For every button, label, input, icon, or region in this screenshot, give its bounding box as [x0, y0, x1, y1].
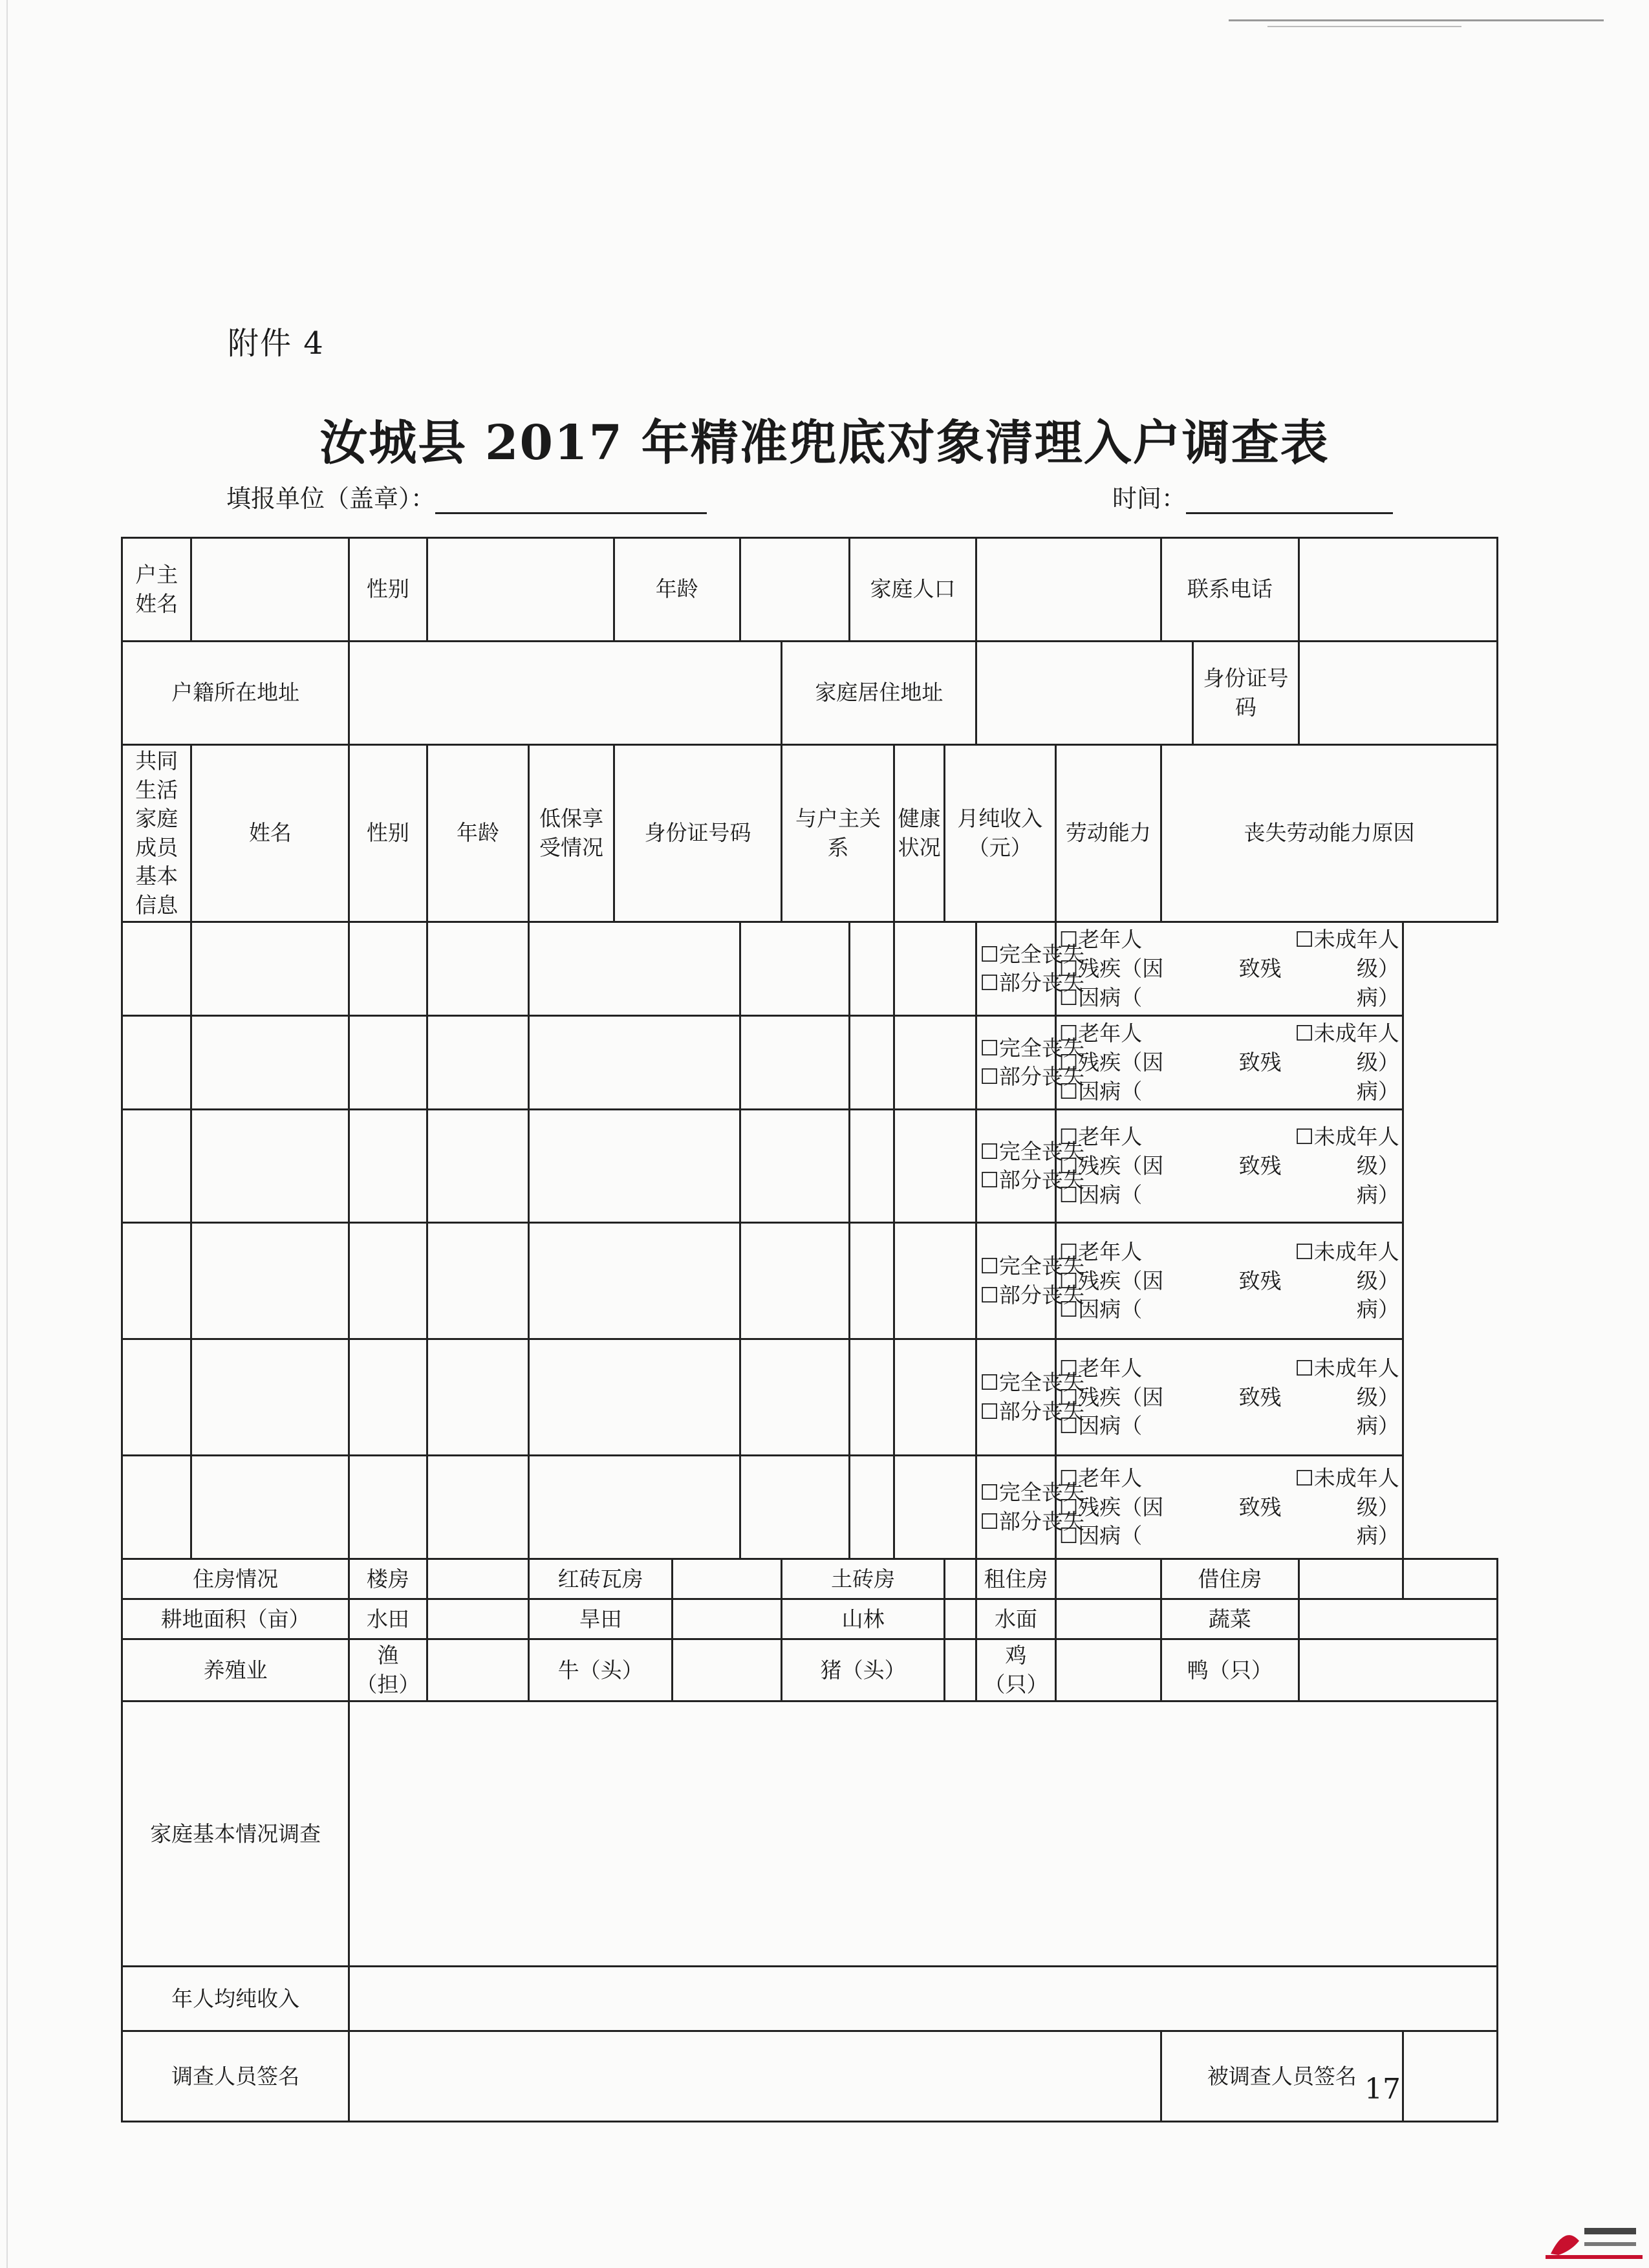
- reason-line: [1059, 1238, 1399, 1267]
- fill-unit-label: 填报单位（盖章）：: [226, 484, 436, 513]
- farmland-item-3: 山林: [782, 1599, 944, 1639]
- reason-line: [1059, 1048, 1399, 1077]
- loss-reason-cell: [1055, 1456, 1403, 1559]
- illness-suffix-text: 病）: [1356, 1078, 1399, 1104]
- member-income-cell[interactable]: [894, 1339, 976, 1456]
- member-health-cell[interactable]: [849, 1016, 894, 1110]
- housing-item-1: 楼房: [349, 1559, 427, 1599]
- member-row: [122, 922, 1498, 1016]
- partial-loss-checkbox[interactable]: ☐部分丧失: [980, 970, 1084, 996]
- member-row: [122, 1223, 1498, 1339]
- farmland-value-5[interactable]: [1299, 1599, 1497, 1639]
- breeding-item-5: 鸭（只）: [1161, 1639, 1299, 1701]
- illness-suffix-text: 病）: [1356, 1297, 1399, 1323]
- member-relation-cell[interactable]: [740, 1223, 850, 1339]
- member-income-cell[interactable]: [894, 1110, 976, 1223]
- minor-checkbox[interactable]: ☐未成年人: [1295, 1238, 1399, 1264]
- col-subsistence: 低保享受情况: [529, 745, 614, 922]
- breeding-item-2: 牛（头）: [529, 1639, 672, 1701]
- col-age: 年龄: [427, 745, 529, 922]
- news-logo-icon: [1546, 2221, 1643, 2260]
- complete-loss-checkbox[interactable]: ☐完全丧失: [980, 1253, 1084, 1279]
- labor-ability-cell: [976, 1456, 1084, 1559]
- disability-grade-text: 级）: [1356, 1384, 1399, 1410]
- complete-loss-checkbox[interactable]: ☐完全丧失: [980, 1480, 1084, 1506]
- illness-checkbox[interactable]: ☐因病（: [1059, 984, 1143, 1010]
- member-name-cell[interactable]: [122, 1110, 191, 1223]
- breeding-value-5[interactable]: [1299, 1639, 1497, 1701]
- labor-ability-cell: [976, 922, 1084, 1016]
- member-gender-cell[interactable]: [191, 1339, 349, 1456]
- partial-loss-checkbox[interactable]: ☐部分丧失: [980, 1064, 1084, 1090]
- farmland-item-1: 水田: [349, 1599, 427, 1639]
- member-age-cell[interactable]: [349, 1456, 427, 1559]
- disability-grade-text: 级）: [1356, 956, 1399, 981]
- reason-line: [1059, 1152, 1399, 1181]
- member-name-cell[interactable]: [122, 1016, 191, 1110]
- scan-edge: [6, 0, 8, 2268]
- signature-row: [122, 2031, 1498, 2122]
- reason-line: [1059, 1077, 1399, 1107]
- breeding-row: [122, 1639, 1498, 1701]
- member-name-cell[interactable]: [122, 1456, 191, 1559]
- breeding-item-3: 猪（头）: [782, 1639, 944, 1701]
- loss-reason-cell: [1055, 1223, 1403, 1339]
- disability-checkbox[interactable]: ☐残疾（因: [1059, 956, 1164, 981]
- member-age-cell[interactable]: [349, 1110, 427, 1223]
- members-header-row: [122, 745, 1498, 922]
- breeding-label: 养殖业: [122, 1639, 349, 1701]
- reason-line: [1059, 984, 1399, 1013]
- member-gender-cell[interactable]: [191, 1456, 349, 1559]
- member-relation-cell[interactable]: [740, 1456, 850, 1559]
- disability-cause-text: 致残: [1238, 956, 1282, 981]
- family-situation-row: [122, 1701, 1498, 1967]
- illness-suffix-text: 病）: [1356, 1523, 1399, 1549]
- member-income-cell[interactable]: [894, 1456, 976, 1559]
- disability-grade-text: 级）: [1356, 1494, 1399, 1520]
- elderly-checkbox[interactable]: ☐老年人: [1059, 1355, 1143, 1381]
- labor-ability-cell: [976, 1339, 1084, 1456]
- id-number-label: 身份证号码: [1193, 642, 1299, 745]
- member-relation-cell[interactable]: [740, 1339, 850, 1456]
- member-id-cell[interactable]: [529, 1339, 740, 1456]
- member-age-cell[interactable]: [349, 1339, 427, 1456]
- elderly-checkbox[interactable]: ☐老年人: [1059, 1124, 1143, 1150]
- reason-line: [1059, 1019, 1399, 1048]
- loss-reason-cell: [1055, 922, 1403, 1016]
- member-gender-cell[interactable]: [191, 1016, 349, 1110]
- housing-row: [122, 1559, 1498, 1599]
- disability-grade-text: 级）: [1356, 1268, 1399, 1293]
- member-name-cell[interactable]: [122, 1223, 191, 1339]
- member-row: [122, 1339, 1498, 1456]
- member-health-cell[interactable]: [849, 922, 894, 1016]
- disability-cause-text: 致残: [1238, 1494, 1282, 1520]
- breeding-value-2[interactable]: [672, 1639, 782, 1701]
- housing-item-5: 借住房: [1161, 1559, 1299, 1599]
- residence-address-label: 家庭居住地址: [782, 642, 976, 745]
- breeding-value-4[interactable]: [1055, 1639, 1161, 1701]
- survey-form-table: [121, 537, 1498, 2122]
- breeding-item-1: 渔（担）: [349, 1639, 427, 1701]
- family-situation-cell[interactable]: [349, 1701, 1498, 1967]
- farmland-row: [122, 1599, 1498, 1639]
- member-name-cell[interactable]: [122, 922, 191, 1016]
- illness-checkbox[interactable]: ☐因病（: [1059, 1523, 1143, 1549]
- annual-income-label: 年人均纯收入: [122, 1967, 349, 2031]
- housing-item-2: 红砖瓦房: [529, 1559, 672, 1599]
- elderly-checkbox[interactable]: ☐老年人: [1059, 1021, 1143, 1046]
- phone-cell[interactable]: [1299, 538, 1497, 642]
- reason-line: [1059, 1181, 1399, 1210]
- disability-grade-text: 级）: [1356, 1050, 1399, 1075]
- minor-checkbox[interactable]: ☐未成年人: [1295, 1355, 1399, 1381]
- member-subsistence-cell[interactable]: [427, 1110, 529, 1223]
- member-subsistence-cell[interactable]: [427, 1339, 529, 1456]
- respondent-sign-cell[interactable]: [1403, 2031, 1497, 2122]
- breeding-item-4: 鸡（只）: [976, 1639, 1055, 1701]
- farmland-value-1[interactable]: [427, 1599, 529, 1639]
- household-address-cell[interactable]: [349, 642, 782, 745]
- attachment-label: 附件 4: [228, 325, 325, 362]
- col-name: 姓名: [191, 745, 349, 922]
- disability-cause-text: 致残: [1238, 1050, 1282, 1075]
- col-gender: 性别: [349, 745, 427, 922]
- member-subsistence-cell[interactable]: [427, 922, 529, 1016]
- elderly-checkbox[interactable]: ☐老年人: [1059, 1238, 1143, 1264]
- reason-line: [1059, 1383, 1399, 1412]
- surveyor-sign-label: 调查人员签名: [122, 2031, 349, 2122]
- complete-loss-checkbox[interactable]: ☐完全丧失: [980, 941, 1084, 967]
- partial-loss-checkbox[interactable]: ☐部分丧失: [980, 1282, 1084, 1308]
- disability-checkbox[interactable]: ☐残疾（因: [1059, 1384, 1164, 1410]
- age-label: 年龄: [614, 538, 740, 642]
- partial-loss-checkbox[interactable]: ☐部分丧失: [980, 1508, 1084, 1534]
- id-number-cell[interactable]: [1299, 642, 1497, 745]
- farmland-item-5: 蔬菜: [1161, 1599, 1299, 1639]
- member-income-cell[interactable]: [894, 922, 976, 1016]
- complete-loss-checkbox[interactable]: ☐完全丧失: [980, 1370, 1084, 1396]
- member-gender-cell[interactable]: [191, 1110, 349, 1223]
- disability-cause-text: 致残: [1238, 1268, 1282, 1293]
- member-relation-cell[interactable]: [740, 922, 850, 1016]
- loss-reason-cell: [1055, 1016, 1403, 1110]
- housing-item-3: 土砖房: [782, 1559, 944, 1599]
- disability-cause-text: 致残: [1238, 1384, 1282, 1410]
- reason-line: [1059, 1493, 1399, 1522]
- scan-artifact-line: [1267, 26, 1461, 27]
- phone-label: 联系电话: [1161, 538, 1299, 642]
- reason-line: [1059, 1412, 1399, 1441]
- scan-artifact-line: [1229, 19, 1604, 21]
- head-info-row: [122, 538, 1498, 642]
- member-income-cell[interactable]: [894, 1016, 976, 1110]
- farmland-item-4: 水面: [976, 1599, 1055, 1639]
- breeding-value-3[interactable]: [944, 1639, 976, 1701]
- member-row: [122, 1110, 1498, 1223]
- loss-reason-cell: [1055, 1110, 1403, 1223]
- reason-line: [1059, 1464, 1399, 1493]
- gender-cell[interactable]: [427, 538, 614, 642]
- col-health: 健康状况: [894, 745, 944, 922]
- reason-line: [1059, 925, 1399, 955]
- member-age-cell[interactable]: [349, 1223, 427, 1339]
- disability-checkbox[interactable]: ☐残疾（因: [1059, 1050, 1164, 1075]
- elderly-checkbox[interactable]: ☐老年人: [1059, 927, 1143, 953]
- member-id-cell[interactable]: [529, 1456, 740, 1559]
- gender-label: 性别: [349, 538, 427, 642]
- members-section-label: 共同生活家庭成员基本信息: [122, 745, 191, 922]
- labor-ability-cell: [976, 1110, 1084, 1223]
- complete-loss-checkbox[interactable]: ☐完全丧失: [980, 1035, 1084, 1061]
- surveyor-sign-cell[interactable]: [349, 2031, 1161, 2122]
- annual-income-cell[interactable]: [349, 1967, 1498, 2031]
- member-row: [122, 1456, 1498, 1559]
- col-id-number: 身份证号码: [614, 745, 782, 922]
- housing-value-4[interactable]: [1055, 1559, 1161, 1599]
- member-income-cell[interactable]: [894, 1223, 976, 1339]
- col-loss-reason: 丧失劳动能力原因: [1161, 745, 1498, 922]
- member-gender-cell[interactable]: [191, 1223, 349, 1339]
- disability-checkbox[interactable]: ☐残疾（因: [1059, 1268, 1164, 1293]
- housing-value-5[interactable]: [1299, 1559, 1403, 1599]
- member-health-cell[interactable]: [849, 1223, 894, 1339]
- col-relation: 与户主关系: [782, 745, 894, 922]
- farmland-item-2: 旱田: [529, 1599, 672, 1639]
- member-row: [122, 1016, 1498, 1110]
- housing-item-4: 租住房: [976, 1559, 1055, 1599]
- member-relation-cell[interactable]: [740, 1110, 850, 1223]
- member-id-cell[interactable]: [529, 1110, 740, 1223]
- illness-suffix-text: 病）: [1356, 1413, 1399, 1439]
- housing-label: 住房情况: [122, 1559, 349, 1599]
- member-subsistence-cell[interactable]: [427, 1016, 529, 1110]
- age-cell[interactable]: [740, 538, 850, 642]
- labor-ability-cell: [976, 1223, 1084, 1339]
- housing-value-1[interactable]: [427, 1559, 529, 1599]
- reason-line: [1059, 1295, 1399, 1324]
- farmland-value-2[interactable]: [672, 1599, 782, 1639]
- breeding-value-1[interactable]: [427, 1639, 529, 1701]
- time-row: [1112, 479, 1393, 514]
- member-subsistence-cell[interactable]: [427, 1223, 529, 1339]
- illness-checkbox[interactable]: ☐因病（: [1059, 1413, 1143, 1439]
- fill-unit-row: [226, 479, 707, 514]
- annual-income-row: [122, 1967, 1498, 2031]
- farmland-value-3[interactable]: [944, 1599, 976, 1639]
- member-id-cell[interactable]: [529, 1016, 740, 1110]
- housing-value-2[interactable]: [672, 1559, 782, 1599]
- member-name-cell[interactable]: [122, 1339, 191, 1456]
- partial-loss-checkbox[interactable]: ☐部分丧失: [980, 1167, 1084, 1193]
- respondent-sign-label: 被调查人员签名: [1161, 2031, 1403, 2122]
- page-title: 汝城县 2017 年精准兜底对象清理入户调查表: [319, 415, 1330, 471]
- illness-suffix-text: 病）: [1356, 984, 1399, 1010]
- labor-ability-cell: [976, 1016, 1084, 1110]
- disability-checkbox[interactable]: ☐残疾（因: [1059, 1153, 1164, 1178]
- member-relation-cell[interactable]: [740, 1016, 850, 1110]
- member-gender-cell[interactable]: [191, 922, 349, 1016]
- farmland-value-4[interactable]: [1055, 1599, 1161, 1639]
- member-age-cell[interactable]: [349, 922, 427, 1016]
- family-population-label: 家庭人口: [849, 538, 976, 642]
- loss-reason-cell: [1055, 1339, 1403, 1456]
- elderly-checkbox[interactable]: ☐老年人: [1059, 1465, 1143, 1491]
- disability-grade-text: 级）: [1356, 1153, 1399, 1178]
- illness-checkbox[interactable]: ☐因病（: [1059, 1078, 1143, 1104]
- minor-checkbox[interactable]: ☐未成年人: [1295, 1021, 1399, 1046]
- farmland-label: 耕地面积（亩）: [122, 1599, 349, 1639]
- member-age-cell[interactable]: [349, 1016, 427, 1110]
- head-name-label: 户主姓名: [122, 538, 191, 642]
- family-population-cell[interactable]: [976, 538, 1161, 642]
- housing-value-3[interactable]: [944, 1559, 976, 1599]
- illness-checkbox[interactable]: ☐因病（: [1059, 1297, 1143, 1323]
- member-id-cell[interactable]: [529, 922, 740, 1016]
- partial-loss-checkbox[interactable]: ☐部分丧失: [980, 1398, 1084, 1424]
- col-labor-ability: 劳动能力: [1055, 745, 1161, 922]
- minor-checkbox[interactable]: ☐未成年人: [1295, 1124, 1399, 1150]
- address-row: [122, 642, 1498, 745]
- reason-line: [1059, 1123, 1399, 1152]
- fill-unit-blank[interactable]: [435, 488, 707, 514]
- disability-checkbox[interactable]: ☐残疾（因: [1059, 1494, 1164, 1520]
- minor-checkbox[interactable]: ☐未成年人: [1295, 1465, 1399, 1491]
- family-situation-label: 家庭基本情况调查: [122, 1701, 349, 1967]
- member-health-cell[interactable]: [849, 1110, 894, 1223]
- time-label: 时间：: [1112, 484, 1187, 513]
- minor-checkbox[interactable]: ☐未成年人: [1295, 927, 1399, 953]
- reason-line: [1059, 955, 1399, 984]
- complete-loss-checkbox[interactable]: ☐完全丧失: [980, 1138, 1084, 1164]
- member-id-cell[interactable]: [529, 1223, 740, 1339]
- illness-checkbox[interactable]: ☐因病（: [1059, 1182, 1143, 1207]
- household-address-label: 户籍所在地址: [122, 642, 349, 745]
- disability-cause-text: 致残: [1238, 1153, 1282, 1178]
- member-health-cell[interactable]: [849, 1456, 894, 1559]
- head-name-cell[interactable]: [191, 538, 349, 642]
- time-blank[interactable]: [1186, 488, 1393, 514]
- illness-suffix-text: 病）: [1356, 1182, 1399, 1207]
- residence-address-cell[interactable]: [976, 642, 1193, 745]
- reason-line: [1059, 1522, 1399, 1551]
- reason-line: [1059, 1354, 1399, 1383]
- member-subsistence-cell[interactable]: [427, 1456, 529, 1559]
- housing-value-6[interactable]: [1403, 1559, 1497, 1599]
- page-number: 17: [1364, 2073, 1401, 2106]
- reason-line: [1059, 1267, 1399, 1296]
- member-health-cell[interactable]: [849, 1339, 894, 1456]
- col-monthly-income: 月纯收入（元）: [944, 745, 1055, 922]
